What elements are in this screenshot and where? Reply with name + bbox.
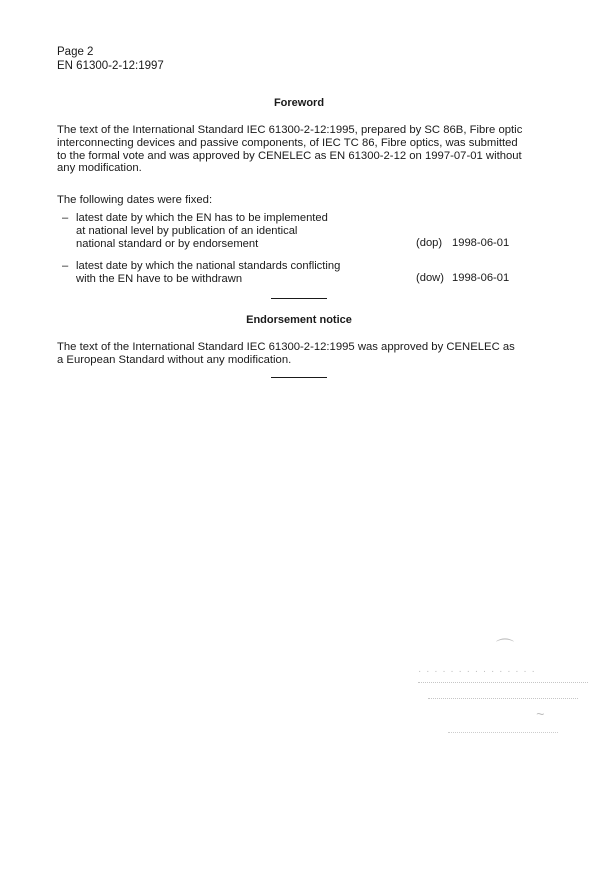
document-id: EN 61300-2-12:1997 — [57, 60, 164, 72]
foreword-paragraph — [57, 124, 557, 175]
foreword-heading: Foreword — [273, 97, 325, 109]
paragraph-line: The text of the International Standard IEC 61300-2-12:1995 was approved by CENELEC as — [57, 341, 515, 353]
date-code-dow: (dow) — [416, 272, 444, 284]
date-code-dop: (dop) — [416, 237, 443, 249]
date-item-line: with the EN have to be withdrawn — [76, 272, 243, 285]
section-divider — [271, 298, 327, 299]
paragraph-line: any modification. — [57, 162, 142, 175]
date-value-dow: 1998-06-01 — [452, 272, 510, 284]
date-value-dop: 1998-06-01 — [452, 237, 510, 249]
endorsement-heading: Endorsement notice — [246, 314, 352, 326]
section-divider — [271, 377, 327, 378]
date-item-dop — [62, 212, 328, 250]
faded-stamp-icon: ⌒ · · · · · · · · · · · · · · · ~ — [418, 632, 598, 747]
date-item-line: latest date by which the EN has to be implemented — [76, 212, 328, 224]
date-item-line: national standard or by endorsement — [76, 237, 259, 250]
endorsement-paragraph — [57, 341, 557, 367]
paragraph-line: interconnecting devices and passive components, of IEC TC 86, Fibre optics, was submitted — [57, 136, 518, 149]
dates-intro: The following dates were fixed: — [57, 194, 213, 206]
date-item-line: at national level by publication of an identical — [76, 224, 298, 237]
paragraph-line: to the formal vote and was approved by CENELEC as EN 61300-2-12 on 1997-07-01 without — [57, 149, 522, 162]
paragraph-line: a European Standard without any modification. — [57, 353, 292, 366]
page-number: Page 2 — [57, 46, 94, 58]
list-dash: – — [62, 212, 69, 224]
date-item-line: latest date by which the national standards conflicting — [76, 260, 341, 272]
list-dash: – — [62, 260, 69, 272]
date-item-dow — [62, 260, 340, 286]
paragraph-line: The text of the International Standard IEC 61300-2-12:1995, prepared by SC 86B, Fibre optic — [57, 124, 523, 136]
